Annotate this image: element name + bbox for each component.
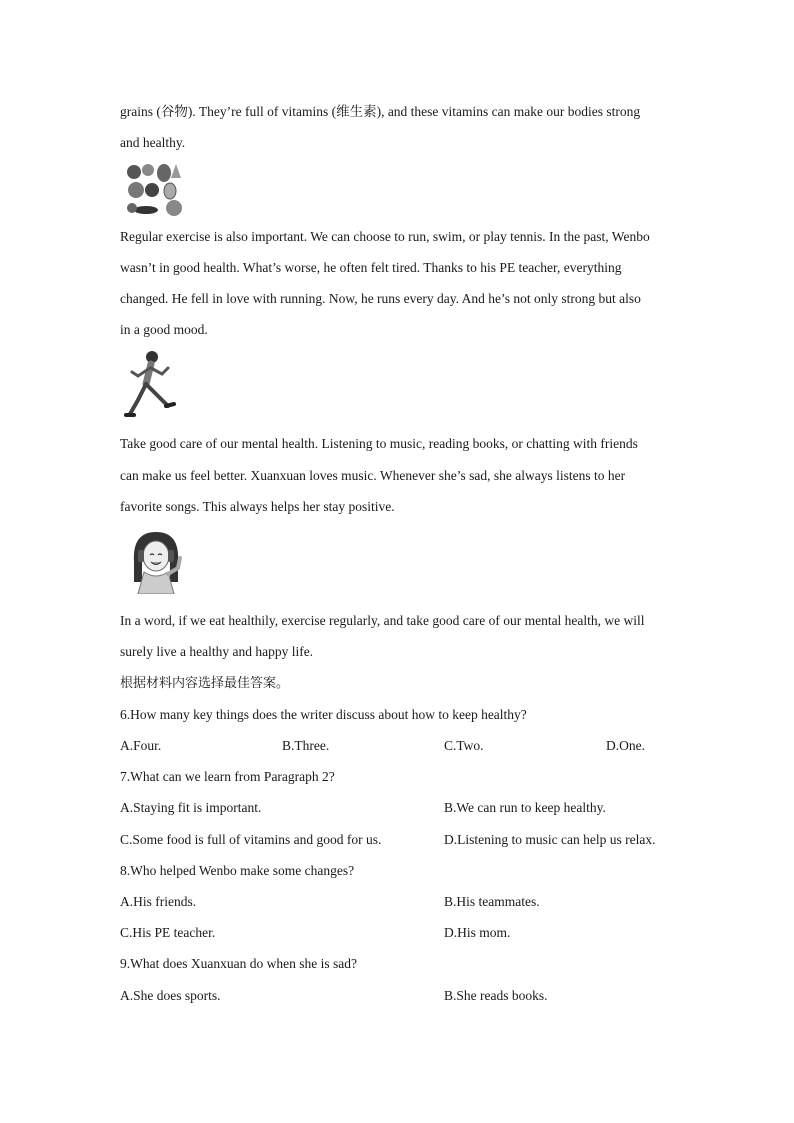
question-7-option-a[interactable]: A.Staying fit is important. bbox=[120, 800, 262, 815]
question-6-option-c[interactable]: C.Two. bbox=[444, 738, 484, 753]
question-7-option-c[interactable]: C.Some food is full of vitamins and good for us. bbox=[120, 832, 382, 847]
paragraph-exercise-line-4: in a good mood. bbox=[120, 322, 208, 337]
paragraph-mental-line-1: Take good care of our mental health. Listening to music, reading books, or chatting with friends bbox=[120, 436, 638, 451]
girl-headphones-image bbox=[124, 528, 190, 594]
paragraph-exercise-line-2: wasn’t in good health. What’s worse, he often felt tired. Thanks to his PE teacher, everything bbox=[120, 260, 622, 275]
question-9-option-a[interactable]: A.She does sports. bbox=[120, 988, 221, 1003]
paragraph-food-line-2: and healthy. bbox=[120, 135, 186, 150]
question-6-option-b[interactable]: B.Three. bbox=[282, 738, 330, 753]
paragraph-exercise-line-3: changed. He fell in love with running. Now, he runs every day. And he’s not only strong but also bbox=[120, 291, 641, 306]
question-8-option-d[interactable]: D.His mom. bbox=[444, 925, 511, 940]
question-8-stem: 8.Who helped Wenbo make some changes? bbox=[120, 863, 355, 878]
question-8-option-c[interactable]: C.His PE teacher. bbox=[120, 925, 216, 940]
question-6-option-d[interactable]: D.One. bbox=[606, 738, 645, 753]
paragraph-food-line-1: grains (谷物). They’re full of vitamins (维生素), and these vitamins can make our bodies strong bbox=[120, 104, 641, 119]
question-9-stem: 9.What does Xuanxuan do when she is sad? bbox=[120, 956, 357, 971]
question-7-option-d[interactable]: D.Listening to music can help us relax. bbox=[444, 832, 656, 847]
paragraph-mental-line-3: favorite songs. This always helps her stay positive. bbox=[120, 499, 395, 514]
question-7-option-b[interactable]: B.We can run to keep healthy. bbox=[444, 800, 606, 815]
question-7-stem: 7.What can we learn from Paragraph 2? bbox=[120, 769, 335, 784]
question-6-option-a[interactable]: A.Four. bbox=[120, 738, 162, 753]
paragraph-mental-line-2: can make us feel better. Xuanxuan loves music. Whenever she’s sad, she always listens to her bbox=[120, 468, 626, 483]
instruction-text: 根据材料内容选择最佳答案。 bbox=[120, 676, 290, 691]
paragraph-exercise-line-1: Regular exercise is also important. We can choose to run, swim, or play tennis. In the past, Wenbo bbox=[120, 229, 650, 244]
fruits-vegetables-image bbox=[124, 160, 186, 218]
question-9-option-b[interactable]: B.She reads books. bbox=[444, 988, 548, 1003]
paragraph-conclusion-line-2: surely live a healthy and happy life. bbox=[120, 644, 314, 659]
question-6-stem: 6.How many key things does the writer discuss about how to keep healthy? bbox=[120, 707, 527, 722]
question-8-option-a[interactable]: A.His friends. bbox=[120, 894, 197, 909]
question-8-option-b[interactable]: B.His teammates. bbox=[444, 894, 540, 909]
paragraph-conclusion-line-1: In a word, if we eat healthily, exercise regularly, and take good care of our mental health, we will bbox=[120, 613, 645, 628]
runner-image bbox=[124, 348, 182, 422]
